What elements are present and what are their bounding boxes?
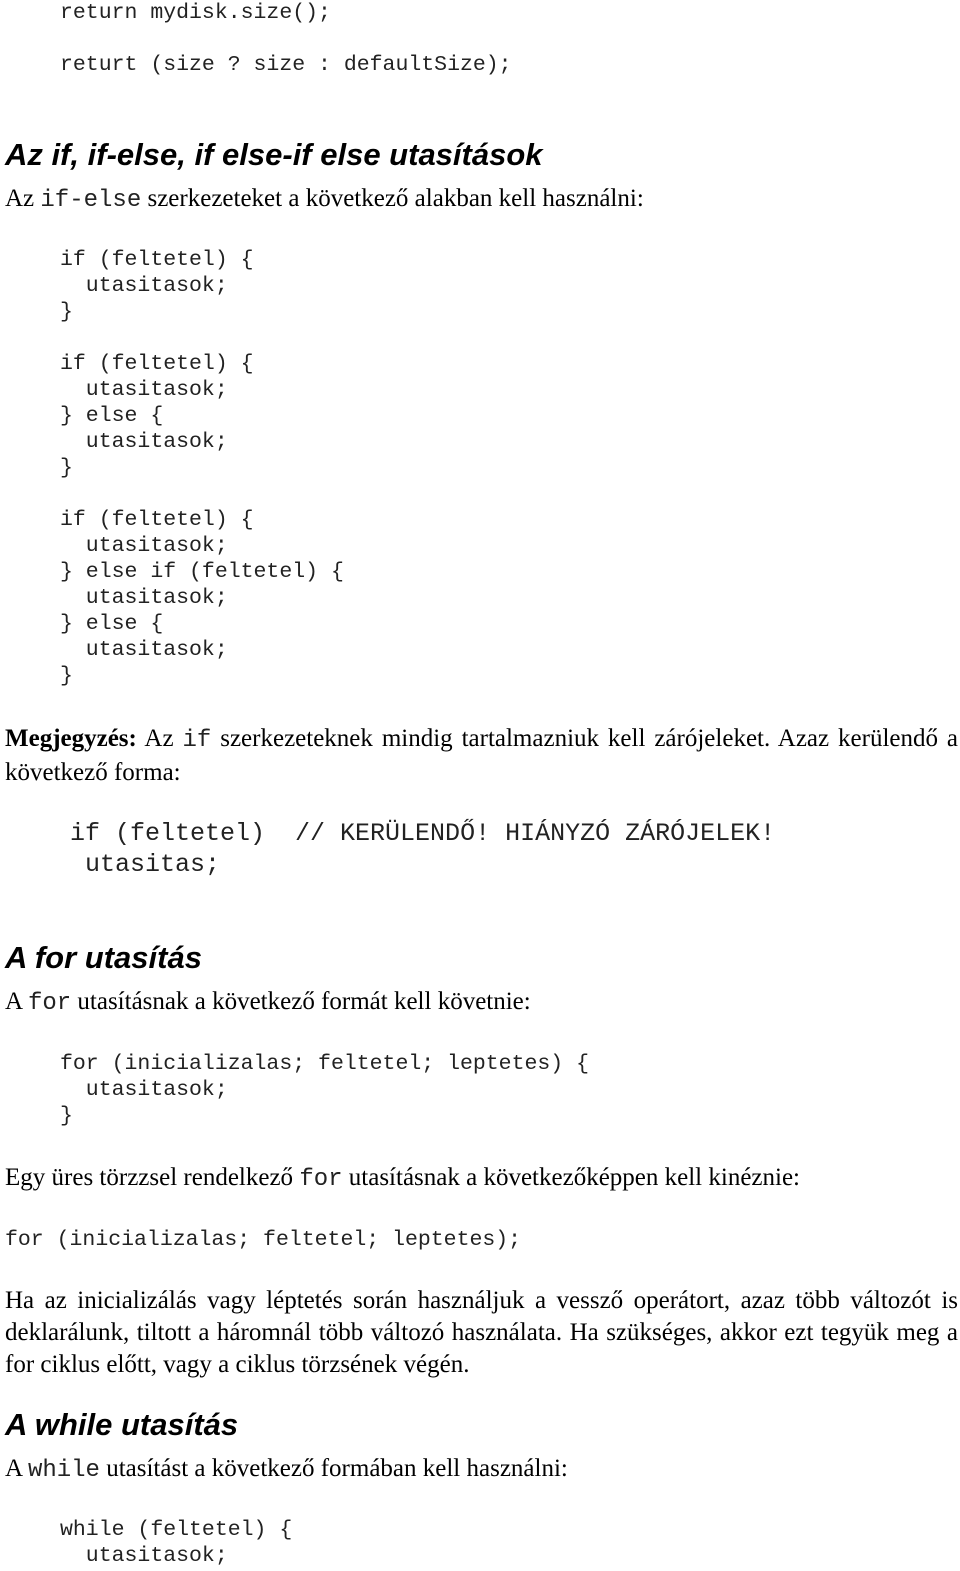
- if-section-heading: Az if, if-else, if else-if else utasítások: [5, 137, 543, 172]
- for-section-heading: A for utasítás: [5, 940, 202, 975]
- if-intro-prefix: Az: [5, 185, 35, 212]
- for-empty-suffix: utasításnak a következőképpen kell kinéznie:: [348, 1164, 801, 1191]
- if-else-code-block: if (feltetel) { utasitasok; } else { utasitasok; }: [60, 352, 254, 480]
- while-intro-prefix: A: [5, 1455, 22, 1482]
- for-empty-code: for: [299, 1166, 343, 1193]
- for-comma-note: Ha az inicializálás vagy léptetés során használjuk a vessző operátort, azaz több változót is deklarálunk, tiltott a háromnál több változó használata. Ha szükséges, akkor ezt tegyük meg a for ciklus előtt, vagy a ciklus törzsének végén.: [5, 1287, 958, 1378]
- for-empty-paragraph: [5, 1162, 958, 1196]
- note-prefix: Az: [144, 725, 174, 752]
- if-note-paragraph: [5, 723, 958, 789]
- if-intro-suffix: szerkezeteket a következő alakban kell használni:: [147, 185, 644, 212]
- for-intro-code: for: [27, 990, 72, 1017]
- note-code: if: [182, 727, 212, 754]
- for-intro-paragraph: [5, 986, 958, 1020]
- if-intro-code: if-else: [40, 187, 142, 214]
- while-intro-code: while: [27, 1457, 100, 1484]
- top-code-line-2: returt (size ? size : defaultSize);: [60, 53, 512, 77]
- while-intro-paragraph: [5, 1453, 958, 1487]
- bad-if-code: if (feltetel) // KERÜLENDŐ! HIÁNYZÓ ZÁRÓJELEK! utasitas;: [70, 819, 776, 879]
- for-intro-prefix: A: [5, 988, 22, 1015]
- if-code-block: if (feltetel) { utasitasok; }: [60, 248, 254, 324]
- for-intro-suffix: utasításnak a következő formát kell követnie:: [77, 988, 531, 1015]
- note-label: Megjegyzés:: [5, 725, 137, 752]
- top-code-line-1: return mydisk.size();: [60, 1, 331, 25]
- for-empty-prefix: Egy üres törzzsel rendelkező: [5, 1164, 294, 1191]
- if-intro-paragraph: [5, 183, 958, 217]
- note-suffix: szerkezeteknek mindig tartalmazniuk kell zárójeleket. Azaz kerülendő a következő forma:: [5, 725, 959, 786]
- if-else-if-code-block: if (feltetel) { utasitasok; } else if (feltetel) { utasitasok; } else { utasitasok; }: [60, 508, 344, 688]
- for-code-block: for (inicializalas; feltetel; leptetes) { utasitasok; }: [60, 1052, 589, 1128]
- for-empty-code-line: for (inicializalas; feltetel; leptetes);: [5, 1228, 522, 1252]
- while-section-heading: A while utasítás: [5, 1407, 239, 1442]
- while-code-block: while (feltetel) { utasitasok;: [60, 1518, 293, 1568]
- while-intro-suffix: utasítást a következő formában kell használni:: [106, 1455, 568, 1482]
